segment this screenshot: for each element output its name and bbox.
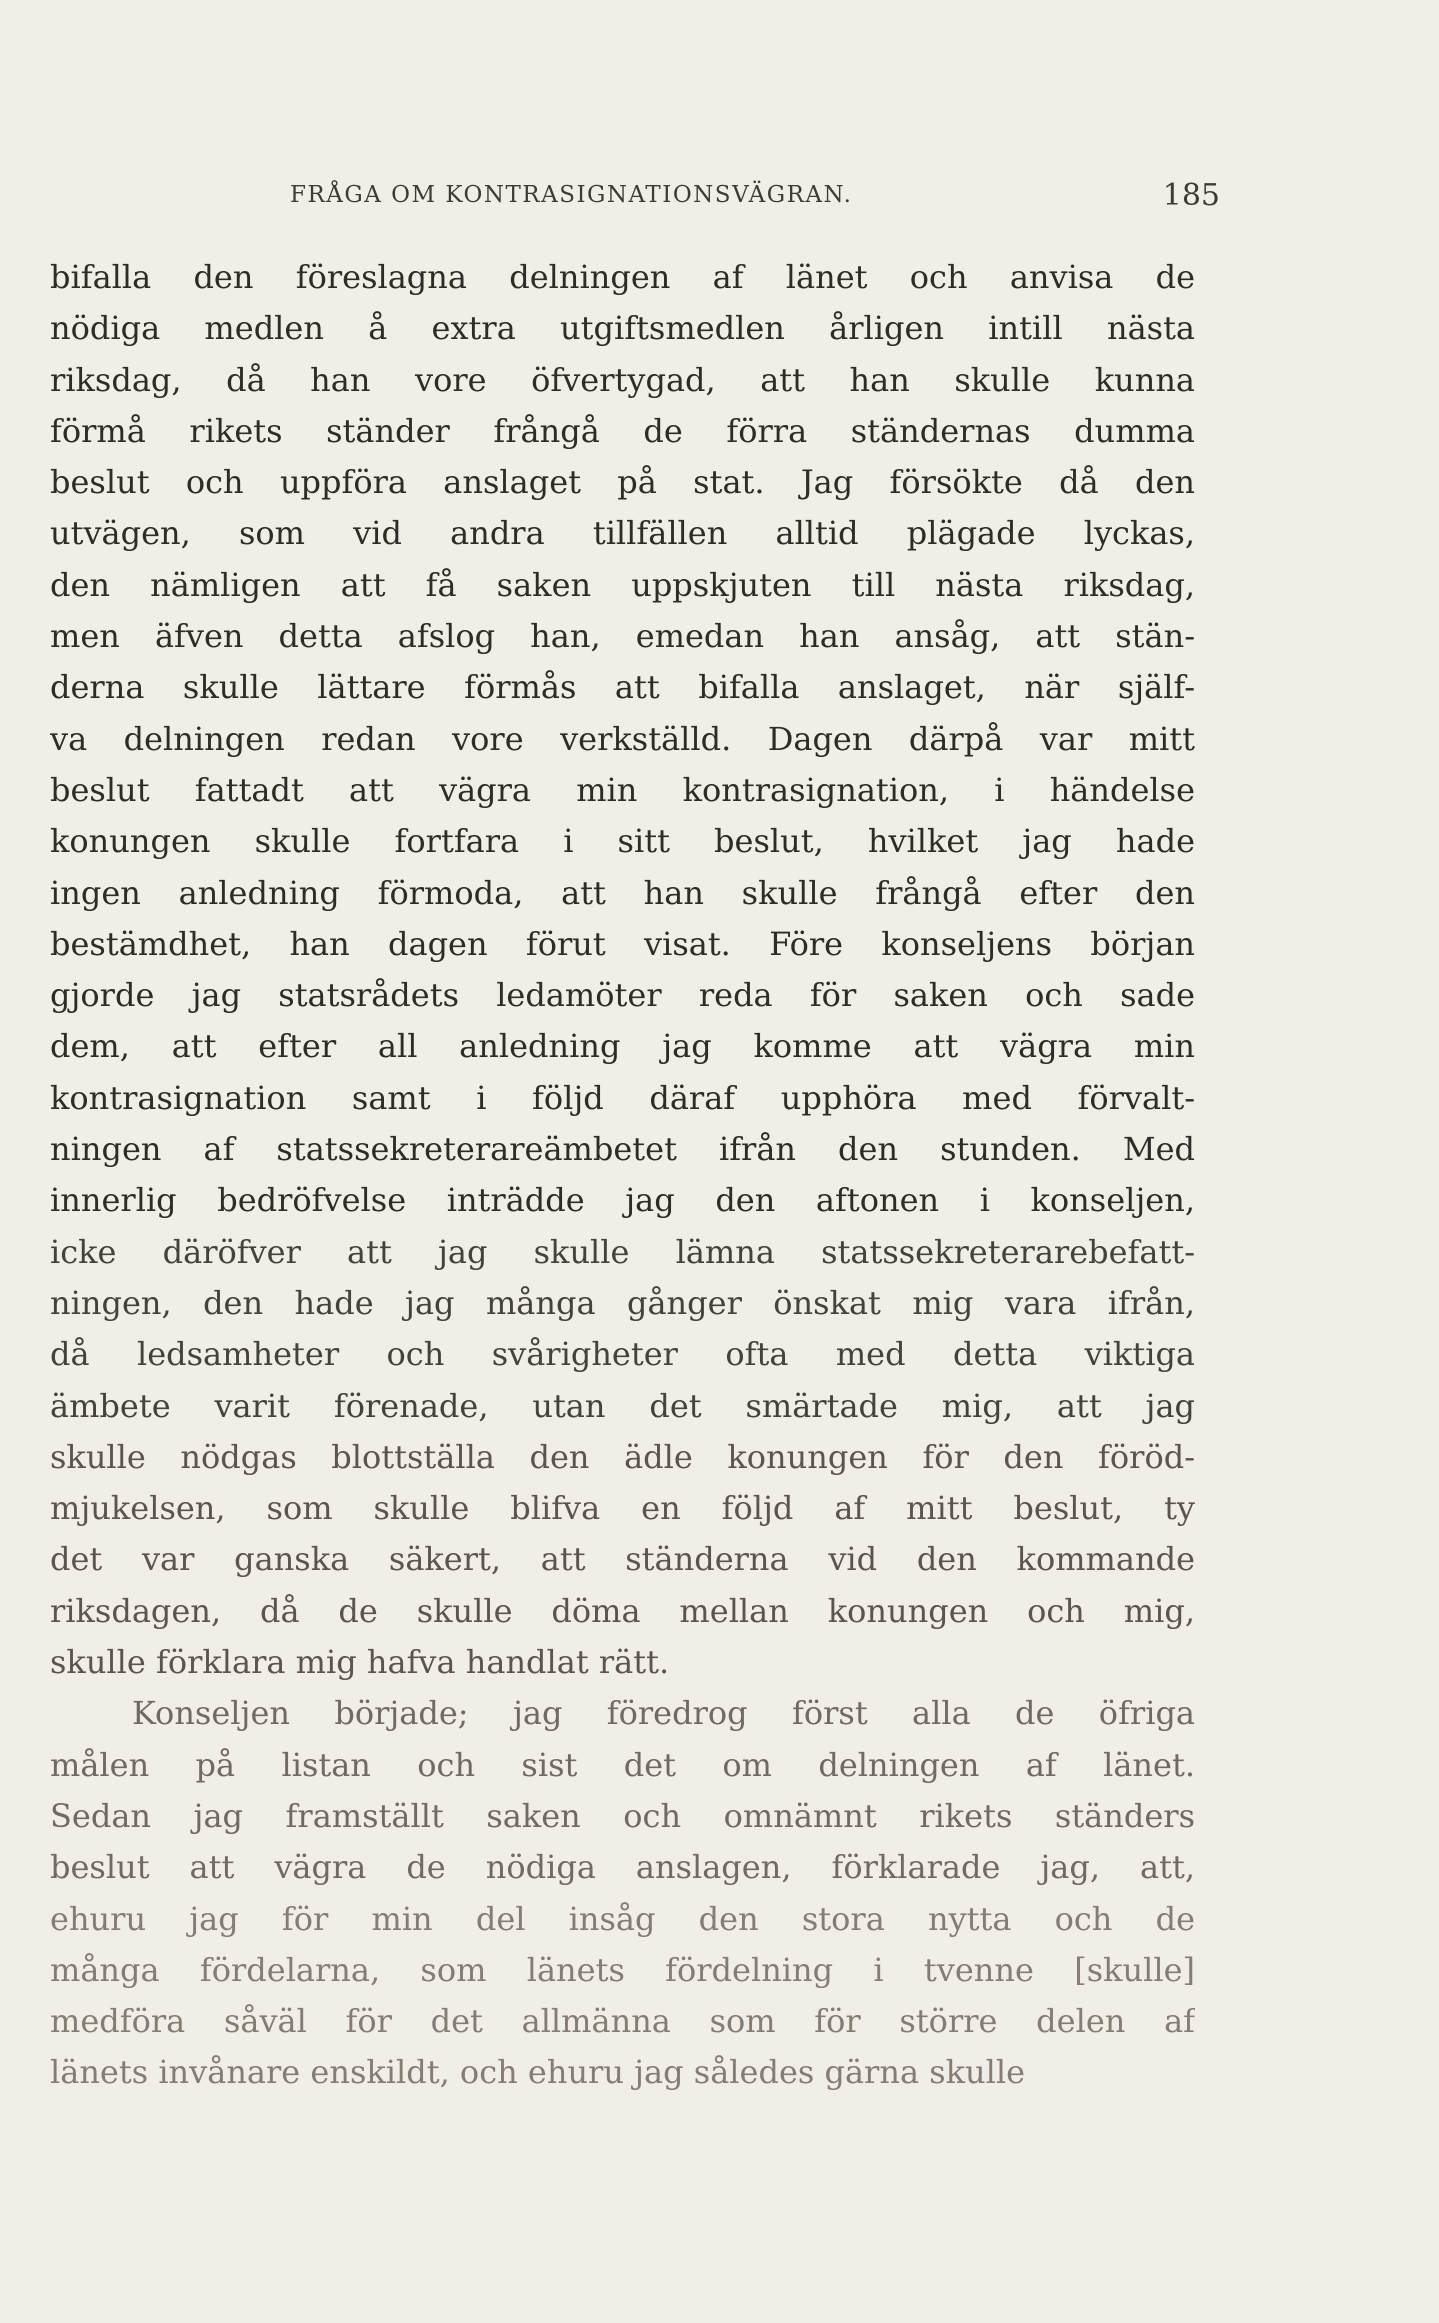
text-line: ämbete varit förenade, utan det smärtade mig, att jag <box>50 1386 1195 1425</box>
text-line: utvägen, som vid andra tillfällen alltid plägade lyckas, <box>50 514 1195 553</box>
text-line: dem, att efter all anledning jag komme att vägra min <box>50 1027 1195 1066</box>
text-line: gjorde jag statsrådets ledamöter reda för saken och sade <box>50 976 1195 1015</box>
text-line: målen på listan och sist det om delningen af länet. <box>50 1745 1195 1784</box>
text-line: många fördelarna, som länets fördelning i tvenne [skulle] <box>50 1950 1195 1989</box>
text-line: innerlig bedröfvelse inträdde jag den aftonen i konseljen, <box>50 1181 1195 1220</box>
text-line: ehuru jag för min del insåg den stora nytta och de <box>50 1899 1195 1938</box>
text-line: ningen af statssekreterareämbetet ifrån den stunden. Med <box>50 1130 1195 1169</box>
text-line: va delningen redan vore verkställd. Dagen därpå var mitt <box>50 719 1195 758</box>
text-line: derna skulle lättare förmås att bifalla anslaget, när själf- <box>50 668 1195 707</box>
text-line: Sedan jag framställt saken och omnämnt rikets ständers <box>50 1796 1195 1835</box>
text-line: bifalla den föreslagna delningen af länet och anvisa de <box>50 258 1195 296</box>
text-line: förmå rikets ständer frångå de förra ständernas dumma <box>50 411 1195 450</box>
text-line: länets invånare enskildt, och ehuru jag således gärna skulle <box>50 2053 1026 2092</box>
text-line: skulle förklara mig hafva handlat rätt. <box>50 1643 670 1682</box>
text-line: konungen skulle fortfara i sitt beslut, hvilket jag hade <box>50 822 1195 861</box>
body-text <box>50 252 1195 2099</box>
text-line: det var ganska säkert, att ständerna vid den kommande <box>50 1540 1195 1579</box>
text-line: mjukelsen, som skulle blifva en följd af mitt beslut, ty <box>50 1489 1195 1528</box>
text-line: nödiga medlen å extra utgiftsmedlen årligen intill nästa <box>50 309 1195 348</box>
text-line: då ledsamheter och svårigheter ofta med detta viktiga <box>50 1335 1195 1374</box>
text-line: skulle nödgas blottställa den ädle konungen för den föröd- <box>50 1437 1195 1476</box>
text-line: beslut fattadt att vägra min kontrasignation, i händelse <box>50 770 1195 809</box>
text-line: riksdag, då han vore öfvertygad, att han skulle kunna <box>50 360 1195 399</box>
text-line: den nämligen att få saken uppskjuten till nästa riksdag, <box>50 565 1195 604</box>
text-line: medföra såväl för det allmänna som för större delen af <box>50 2002 1195 2041</box>
text-line: riksdagen, då de skulle döma mellan konungen och mig, <box>50 1591 1195 1630</box>
running-title: FRÅGA OM KONTRASIGNATIONSVÄGRAN. <box>290 182 853 208</box>
text-line: men äfven detta afslog han, emedan han ansåg, att stän- <box>50 617 1195 656</box>
text-line: icke däröfver att jag skulle lämna statssekreterarebefatt- <box>50 1232 1195 1271</box>
text-line: Konseljen började; jag föredrog först alla de öfriga <box>132 1694 1195 1733</box>
text-line: bestämdhet, han dagen förut visat. Före konseljens början <box>50 924 1195 963</box>
page-number: 185 <box>1162 178 1220 213</box>
text-line: beslut och uppföra anslaget på stat. Jag försökte då den <box>50 463 1195 502</box>
text-line: beslut att vägra de nödiga anslagen, förklarade jag, att, <box>50 1848 1195 1887</box>
text-line: kontrasignation samt i följd däraf upphöra med förvalt- <box>50 1078 1195 1117</box>
running-head <box>290 178 1220 218</box>
text-line: ingen anledning förmoda, att han skulle frångå efter den <box>50 873 1195 912</box>
text-line: ningen, den hade jag många gånger önskat mig vara ifrån, <box>50 1283 1195 1322</box>
